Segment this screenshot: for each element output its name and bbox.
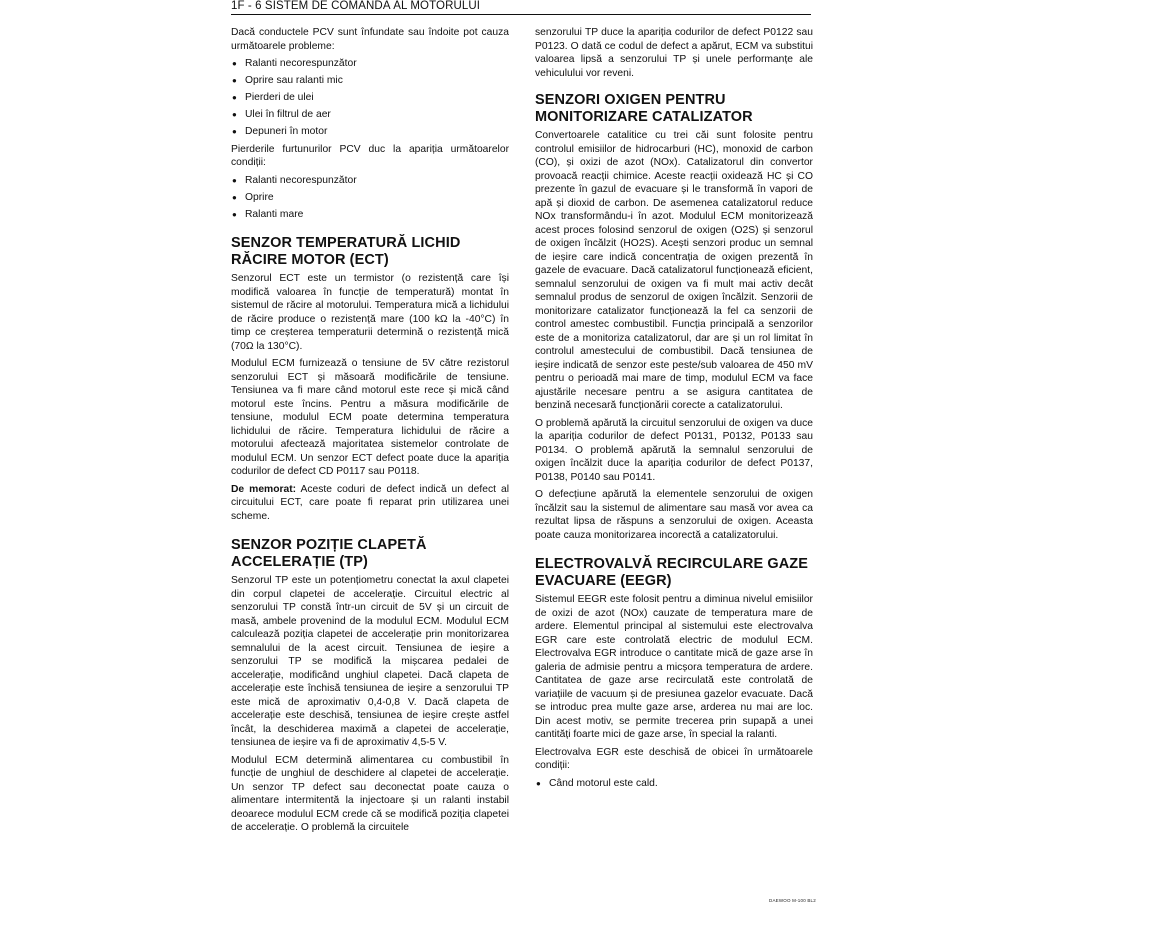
remember-text: Aceste coduri de defect indică un defect al circuitului ECT, care poate fi reparat prin utilizarea unei scheme. <box>231 483 509 522</box>
o2s-paragraph-2: O problemă apărută la circuitul senzorului de oxigen va duce la apariția codurilor de defect P0131, P0132, P0133 sau P0134. O problemă apărută la semnalul senzorului de oxigen încălzit duce la apariția codurilor de defect P0137, P0138, P0140 sau P0141. <box>535 417 813 483</box>
list-item: ● Oprire <box>231 191 509 205</box>
list-item: ● Când motorul este cald. <box>535 777 813 791</box>
eegr-conditions-list <box>535 777 813 791</box>
list-item: ● Ralanti mare <box>231 208 509 222</box>
list-item: ● Pierderi de ulei <box>231 91 509 105</box>
eegr-heading: ELECTROVALVĂ RECIRCULARE GAZE EVACUARE (EEGR) <box>535 556 809 589</box>
list-item: ● Ulei în filtrul de aer <box>231 108 509 122</box>
right-column <box>535 26 813 794</box>
pcv-leak-intro: Pierderile furtunurilor PCV duc la apariția următoarelor condiții: <box>231 143 509 168</box>
footer-code: DAEWOO M-100 BL2 <box>769 898 816 903</box>
tp-paragraph-1: Senzorul TP este un potențiometru conectat la axul clapetei din corpul clapetei de accelerație. Circuitul electric al senzorului TP constă într-un circuit de 5V și un circuit de masă, ambele provenind de la modulul ECM. Modulul ECM calculează poziția clapetei de accelerație prin monitorizarea semnalului de la acest circuit. Tensiunea de ieșire a senzorului TP se modifică la mișcarea pedalei de accelerație, modificând unghiul clapetei. Dacă clapeta de accelerație este închisă tensiunea de ieșire a senzorului TP este mică de aproximativ 0,4-0,8 V. Dacă clapeta de accelerație este deschisă, tensiunea de ieșire crește astfel încât, la deschiderea maximă a clapetei de accelerație, tensiunea de ieșire va fi de aproximativ 4,5-5 V. <box>231 575 509 748</box>
eegr-paragraph-1: Sistemul EEGR este folosit pentru a diminua nivelul emisiilor de oxizi de azot (NOx) cauzate de temperatura mare de ardere. Elementul principal al sistemului este electrovalva EGR care este controlată electric de modulul ECM. Electrovalva EGR introduce o cantitate mică de gaze arse în galeria de admisie pentru a micșora temperatura de ardere. Cantitatea de gaze arse recirculată este controlată de variațiile de vacuum și de presiunea gazelor evacuate. Dacă se introduc prea multe gaze arse, arderea nu mai are loc. Din acest motiv, se permite trecerea prin supapă a unei cantități foarte mici de gaze arse, în special la ralanti. <box>535 594 813 740</box>
list-item: ● Ralanti necorespunzător <box>231 57 509 71</box>
o2s-paragraph-3: O defecțiune apărută la elementele senzorului de oxigen încălzit sau la sistemul de alimentare sau masă vor avea ca rezultat lipsa de răspuns a senzorului de oxigen. Aceasta poate cauza monitorizarea incorectă a catalizatorului. <box>535 489 813 541</box>
remember-label: De memorat: <box>231 483 297 495</box>
left-column <box>231 26 509 839</box>
eegr-paragraph-2: Electrovalva EGR este deschisă de obicei în următoarele condiții: <box>535 746 813 771</box>
ect-paragraph-2: Modulul ECM furnizează o tensiune de 5V către rezistorul senzorului ECT și măsoară modificările de tensiune. Tensiunea va fi mare când motorul este rece și mică când motorul este încins. Pentru a măsura modificările de tensiune, modulul ECM poate determina temperatura lichidului de răcire. Temperatura lichidului de răcire a motorului afectează majoritatea sistemelor controlate de modulul ECM. Un senzor ECT defect poate duce la apariția codurilor de defect CD P0117 sau P0118. <box>231 358 509 477</box>
ect-remember-note <box>231 483 509 524</box>
tp-paragraph-2: Modulul ECM determină alimentarea cu combustibil în funcție de unghiul de deschidere al clapetei de accelerație. Un senzor TP defect sau deconectat poate cauza o alimentare intermitentă la injectoare și un ralanti instabil deoarece modulul ECM crede că se modifică poziția clapetei de accelerație. O problemă la circuitele <box>231 754 509 833</box>
tp-continued-paragraph: senzorului TP duce la apariția codurilor de defect P0122 sau P0123. O dată ce codul de defect a apărut, ECM va substitui valoarea lipsă a senzorului TP și unele performanțe ale vehiculului vor reveni. <box>535 27 813 79</box>
o2s-heading: SENZORI OXIGEN PENTRU MONITORIZARE CATALIZATOR <box>535 92 753 125</box>
page-header-title: 1F - 6 SISTEM DE COMANDĂ AL MOTORULUI <box>231 0 481 12</box>
pcv-intro: Dacă conductele PCV sunt înfundate sau îndoite pot cauza următoarele probleme: <box>231 27 509 52</box>
list-item: ● Oprire sau ralanti mic <box>231 74 509 88</box>
ect-heading: SENZOR TEMPERATURĂ LICHID RĂCIRE MOTOR (ECT) <box>231 235 461 268</box>
pcv-leak-list <box>231 174 509 222</box>
list-item: ● Depuneri în motor <box>231 125 509 139</box>
page-header <box>231 0 811 15</box>
list-item: ● Ralanti necorespunzător <box>231 174 509 188</box>
pcv-problems-list <box>231 57 509 139</box>
o2s-paragraph-1: Convertoarele catalitice cu trei căi sunt folosite pentru controlul emisiilor de hidrocarburi (HC), monoxid de carbon (CO), și oxizi de azot (NOx). Catalizatorul din convertor provoacă reacții chimice. Aceste reacții oxidează HC și CO prezente în gazul de evacuare și le transformă în vapori de apă și dioxid de carbon. De asemenea catalizatorul reduce NOx transformându-i în azot. Modulul ECM monitorizează acest proces folosind senzorul de oxigen (O2S) și senzorul de oxigen încălzit (HO2S). Acești senzori produc un semnal de ieșire care indică concentrația de oxigen prezentă în gazele de evacuare. Dacă catalizatorul funcționează eficient, semnalul senzorului de oxigen va fi mult mai activ decât semnalul produs de senzorul de oxigen încălzit. Senzorii de monitorizare catalizator funcționează la fel ca senzorii de control amestec combustibil. Funcția principală a senzorilor este de a monitoriza catalizatorul, dar are și un rol limitat în controlul amestecului de combustibil. Dacă tensiunea de ieșire indicată de senzor este peste/sub valoarea de 450 mV pentru o perioadă mai mare de timp, modulul ECM va face ajustările necesare pentru a se asigura cantitatea de benzină necesară funcționării corecte a catalizatorului. <box>535 130 813 411</box>
ect-paragraph-1: Senzorul ECT este un termistor (o rezistență care își modifică valoarea în funcție de temperatură) montat în sistemul de răcire al motorului. Temperatura mică a lichidului de răcire produce o rezistență mare (100 kΩ la -40°C) în timp ce creșterea temperaturii determină o rezistență mică (70Ω la 130°C). <box>231 273 509 352</box>
tp-heading: SENZOR POZIȚIE CLAPETĂ ACCELERAȚIE (TP) <box>231 537 427 570</box>
